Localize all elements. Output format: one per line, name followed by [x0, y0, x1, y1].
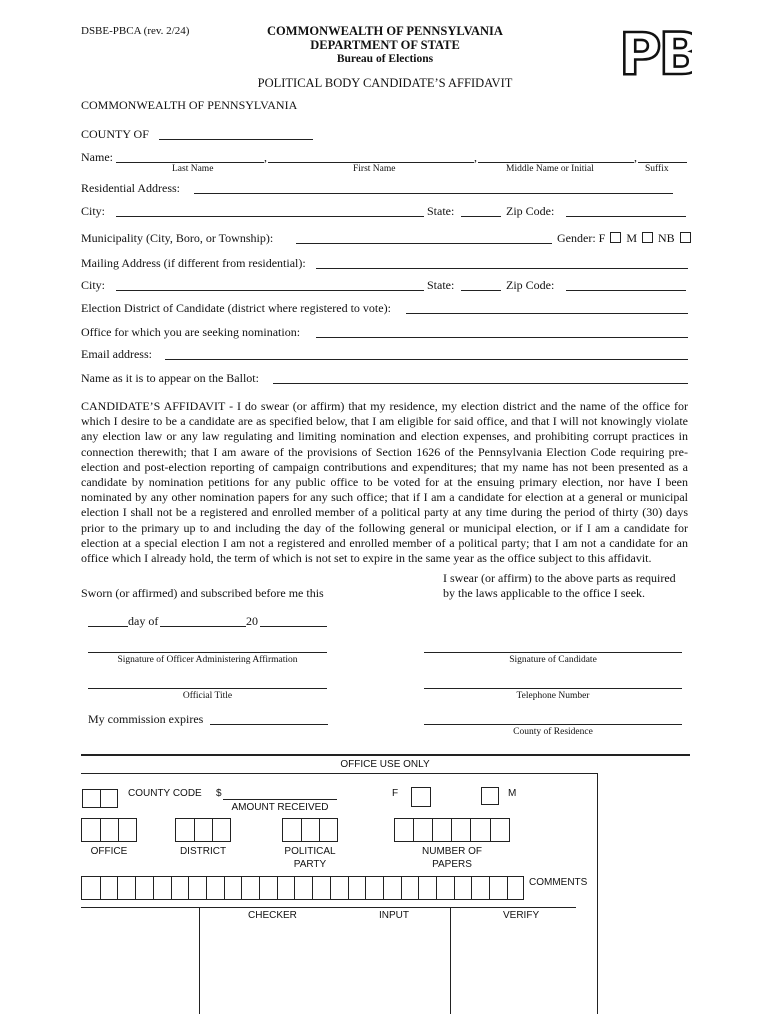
official-title-field[interactable]	[88, 688, 327, 689]
checker-label: CHECKER	[248, 910, 297, 921]
last-name-caption: Last Name	[172, 164, 214, 174]
month-field[interactable]	[160, 626, 246, 627]
m-label: M	[508, 788, 517, 799]
office-label: Office for which you are seeking nomination:	[81, 325, 301, 339]
district-boxes[interactable]	[175, 818, 231, 842]
comment-cell-divider	[188, 877, 189, 899]
checker-rule	[81, 907, 576, 908]
county-residence-caption: County of Residence	[513, 727, 593, 737]
pb-logo	[618, 18, 692, 80]
zip2-field[interactable]	[566, 290, 686, 291]
county-code-boxes[interactable]	[82, 789, 118, 808]
gender-group	[557, 231, 693, 246]
day-of-label: day of	[128, 614, 159, 628]
comment-cell-divider	[436, 877, 437, 899]
comment-cell-divider	[383, 877, 384, 899]
office-use-header-rule	[81, 773, 597, 774]
checker-divider	[199, 907, 200, 1014]
comment-cell-divider	[117, 877, 118, 899]
gender-nb-checkbox[interactable]	[680, 232, 691, 243]
commission-label: My commission expires	[88, 712, 204, 726]
office-field[interactable]	[316, 337, 688, 338]
city2-field[interactable]	[116, 290, 424, 291]
input-label: INPUT	[379, 910, 409, 921]
mailing-address-label: Mailing Address (if different from residential):	[81, 256, 306, 270]
comment-cell-divider	[206, 877, 207, 899]
gender-label: Gender: F	[557, 231, 606, 245]
m-box[interactable]	[481, 787, 499, 805]
county-residence-field[interactable]	[424, 724, 682, 725]
municipality-label: Municipality (City, Boro, or Township):	[81, 231, 274, 245]
residential-address-field[interactable]	[194, 193, 673, 194]
gender-m-checkbox[interactable]	[642, 232, 653, 243]
form-title: POLITICAL BODY CANDIDATE’S AFFIDAVIT	[257, 76, 513, 90]
year-prefix: 20	[246, 614, 258, 628]
telephone-caption: Telephone Number	[516, 691, 590, 701]
gender-f-checkbox[interactable]	[610, 232, 621, 243]
zip-field[interactable]	[566, 216, 686, 217]
candidate-signature-caption: Signature of Candidate	[509, 655, 597, 665]
agency-line-2: DEPARTMENT OF STATE	[310, 38, 460, 52]
sworn-text: Sworn (or affirmed) and subscribed before me this	[81, 586, 324, 600]
officer-signature-field[interactable]	[88, 652, 327, 653]
state2-field[interactable]	[461, 290, 501, 291]
office-boxes[interactable]	[81, 818, 137, 842]
district-label: DISTRICT	[179, 846, 227, 857]
election-district-label: Election District of Candidate (district where registered to vote):	[81, 301, 391, 315]
official-title-caption: Official Title	[182, 691, 233, 701]
comment-cell-divider	[454, 877, 455, 899]
amount-received-field[interactable]	[223, 799, 337, 800]
swear-text-line-2: by the laws applicable to the office I seek.	[443, 586, 646, 600]
comment-cell-divider	[277, 877, 278, 899]
comment-cell-divider	[294, 877, 295, 899]
middle-name-field[interactable]	[478, 162, 634, 163]
zip2-label: Zip Code:	[506, 278, 555, 292]
comment-cell-divider	[418, 877, 419, 899]
first-name-field[interactable]	[268, 162, 474, 163]
comment-cell-divider	[489, 877, 490, 899]
ballot-name-label: Name as it is to appear on the Ballot:	[81, 371, 259, 385]
municipality-field[interactable]	[296, 243, 552, 244]
last-name-field[interactable]	[116, 162, 264, 163]
comments-boxes[interactable]	[81, 876, 524, 900]
office-code-label: OFFICE	[90, 846, 128, 857]
office-use-top-rule	[81, 754, 690, 756]
comment-cell-divider	[471, 877, 472, 899]
comment-cell-divider	[224, 877, 225, 899]
comments-label: COMMENTS	[529, 877, 588, 888]
city-field[interactable]	[116, 216, 424, 217]
gender-m-label: M	[626, 231, 637, 245]
venue-state: COMMONWEALTH OF PENNSYLVANIA	[81, 98, 298, 112]
mailing-address-field[interactable]	[316, 268, 688, 269]
agency-line-3: Bureau of Elections	[336, 53, 434, 65]
city2-label: City:	[81, 278, 106, 292]
amount-received-label: AMOUNT RECEIVED	[231, 802, 329, 813]
email-field[interactable]	[165, 359, 688, 360]
form-id: DSBE-PBCA (rev. 2/24)	[81, 25, 190, 37]
suffix-caption: Suffix	[645, 164, 669, 174]
comment-cell-divider	[507, 877, 508, 899]
name-label: Name:	[81, 150, 113, 164]
dollar-sign: $	[216, 788, 222, 799]
political-party-label-2: PARTY	[293, 859, 327, 870]
city-label: City:	[81, 204, 106, 218]
agency-line-1: COMMONWEALTH OF PENNSYLVANIA	[267, 24, 503, 38]
gender-nb-label: NB	[658, 231, 675, 245]
verify-divider	[450, 907, 451, 1014]
affidavit-text: CANDIDATE’S AFFIDAVIT - I do swear (or affirm) that my residence, my election district and the name of the office for which I desire to be a candidate are as specified below, that I am eligible for said office, and that I will not knowingly violate any election law or any law regulating and limiting nomination and election expenses, and prohibiting corrupt practices in connection therewith; that I am aware of the provisions of Section 1626 of the Pennsylvania Election Code requiring pre-election and post-election reporting of campaign contributions and expenditures; that my name has not been presented as a candidate by nomination petitions for any public office to be voted for at the ensuing primary election, nor have I been nominated by any other nomination papers for any such office; that if I am a candidate for election at a general or municipal election I shall not be a registered and enrolled member of a political party at any time during the period of thirty (30) days prior to the primary up to and including the day of the following general or municipal election, or if I am a candidate for election at a special election I am not a registered and enrolled member of a political party; that I am not a candidate for an office which I already hold, the term of which is not set to expire in the same year as the office subject to this affidavit.	[81, 399, 688, 566]
county-label: COUNTY OF	[81, 127, 149, 141]
comment-cell-divider	[135, 877, 136, 899]
verify-label: VERIFY	[503, 910, 540, 921]
political-party-boxes[interactable]	[282, 818, 338, 842]
comment-cell-divider	[100, 877, 101, 899]
comment-cell-divider	[348, 877, 349, 899]
zip-label: Zip Code:	[506, 204, 555, 218]
candidate-signature-field[interactable]	[424, 652, 682, 653]
state2-label: State:	[427, 278, 455, 292]
swear-text-line-1: I swear (or affirm) to the above parts as required	[443, 571, 676, 585]
comment-cell-divider	[259, 877, 260, 899]
comment-cell-divider	[365, 877, 366, 899]
commission-field[interactable]	[210, 724, 328, 725]
ballot-name-field[interactable]	[273, 383, 688, 384]
office-use-title: OFFICE USE ONLY	[340, 759, 430, 770]
comment-cell-divider	[312, 877, 313, 899]
pb-logo-text: PB	[619, 20, 692, 80]
f-box[interactable]	[411, 787, 431, 807]
day-field[interactable]	[88, 626, 128, 627]
officer-signature-caption: Signature of Officer Administering Affirmation	[117, 655, 298, 665]
middle-name-caption: Middle Name or Initial	[506, 164, 594, 174]
number-papers-label-1: NUMBER OF	[422, 846, 482, 857]
comment-cell-divider	[171, 877, 172, 899]
suffix-field[interactable]	[638, 162, 687, 163]
comment-cell-divider	[330, 877, 331, 899]
county-field[interactable]	[159, 139, 313, 140]
residential-address-label: Residential Address:	[81, 181, 180, 195]
email-label: Email address:	[81, 347, 152, 361]
f-label: F	[392, 788, 399, 799]
telephone-field[interactable]	[424, 688, 682, 689]
comment-cell-divider	[401, 877, 402, 899]
comment-cell-divider	[241, 877, 242, 899]
number-papers-boxes[interactable]	[394, 818, 510, 842]
first-name-caption: First Name	[353, 164, 396, 174]
county-code-label: COUNTY CODE	[128, 788, 202, 799]
comment-cell-divider	[153, 877, 154, 899]
state-label: State:	[427, 204, 455, 218]
year-field[interactable]	[260, 626, 327, 627]
number-papers-label-2: PAPERS	[432, 859, 472, 870]
state-field[interactable]	[461, 216, 501, 217]
office-use-right-border	[597, 773, 598, 1014]
election-district-field[interactable]	[406, 313, 688, 314]
political-party-label-1: POLITICAL	[284, 846, 336, 857]
